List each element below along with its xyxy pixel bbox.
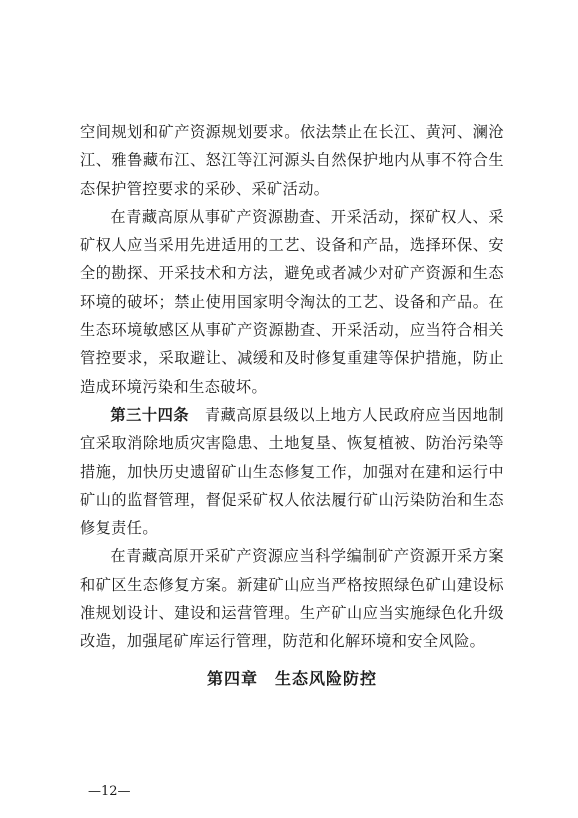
article-34	[80, 401, 504, 542]
chapter-title: 第四章 生态风险防控	[206, 669, 377, 688]
paragraph-continued: 空间规划和矿产资源规划要求。依法禁止在长江、黄河、澜沧江、雅鲁藏布江、怒江等江河源头自然保护地内从事不符合生态保护管控要求的采砂、采矿活动。	[80, 123, 504, 198]
paragraph-mining-plan: 在青藏高原开采矿产资源应当科学编制矿产资源开采方案和矿区生态修复方案。新建矿山应当严格按照绿色矿山建设标准规划设计、建设和运营管理。生产矿山应当实施绿色化升级改造，加强尾矿库运行管理，防范和化解环境和安全风险。	[80, 547, 504, 651]
page-number: —12—	[88, 784, 131, 799]
article-34-body: 青藏高原县级以上地方人民政府应当因地制宜采取消除地质灾害隐患、土地复垦、恢复植被、防治污染等措施，加快历史遗留矿山生态修复工作，加强对在建和运行中矿山的监督管理，督促采矿权人依法履行矿山污染防治和生态修复责任。	[80, 405, 505, 538]
article-34-heading: 第三十四条	[110, 405, 190, 424]
paragraph-mining-activities: 在青藏高原从事矿产资源勘查、开采活动，探矿权人、采矿权人应当采用先进适用的工艺、设备和产品，选择环保、安全的勘探、开采技术和方法，避免或者减少对矿产资源和生态环境的破坏；禁止使用国家明令淘汰的工艺、设备和产品。在生态环境敏感区从事矿产资源勘查、开采活动，应当符合相关管控要求，采取避让、减缓和及时修复重建等保护措施，防止造成环境污染和生态破坏。	[80, 207, 504, 396]
body-text	[80, 118, 504, 656]
